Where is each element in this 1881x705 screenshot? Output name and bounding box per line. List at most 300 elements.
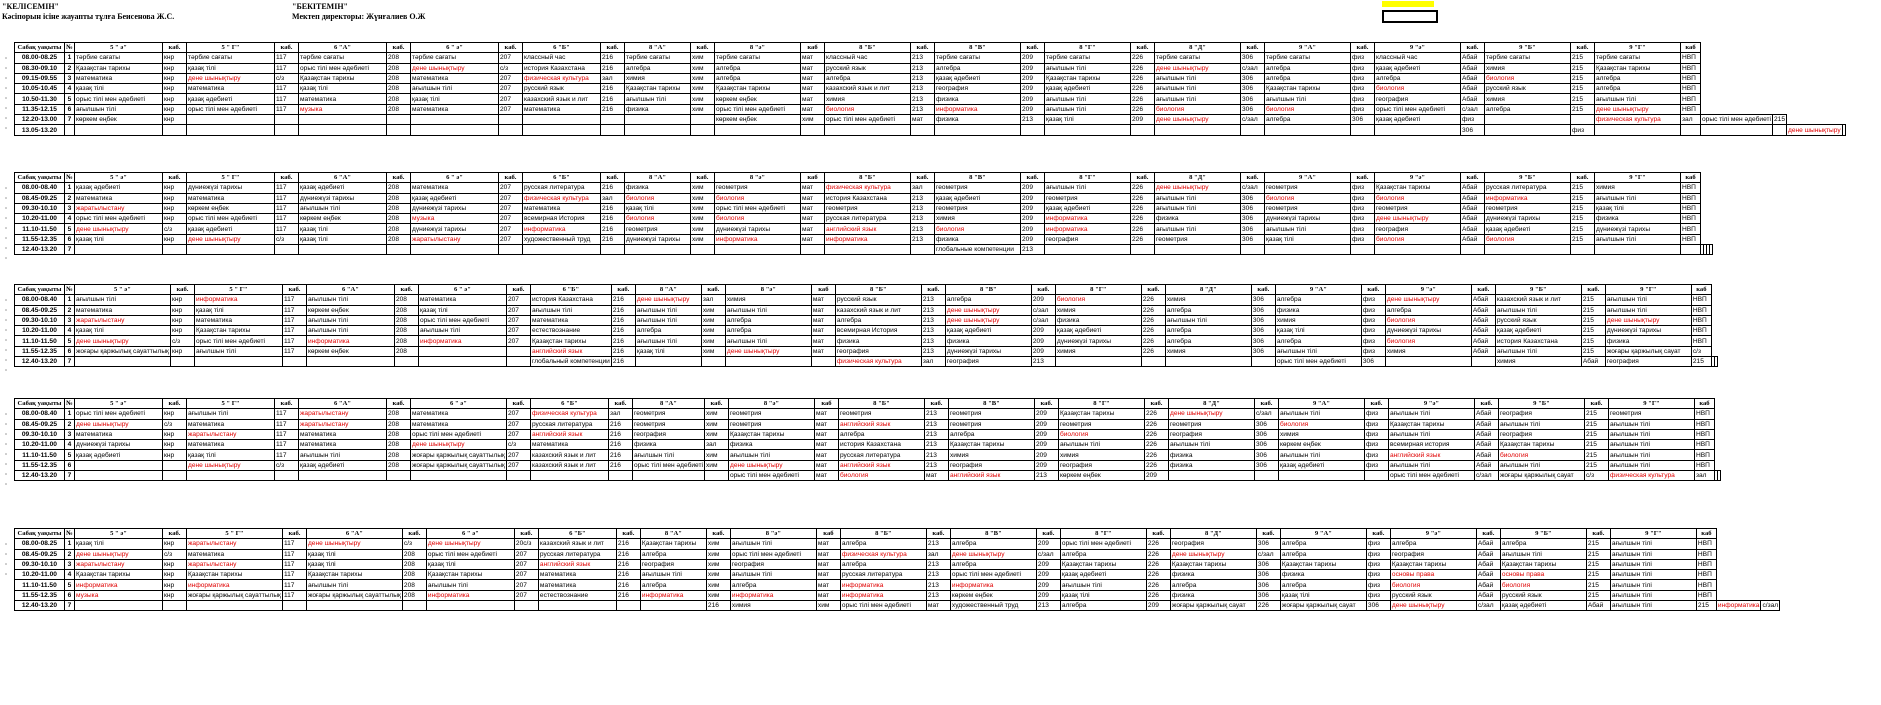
room-cell[interactable]: 226	[1131, 234, 1155, 244]
room-cell[interactable]: НВП	[1681, 224, 1701, 234]
subject-cell[interactable]: биология	[715, 193, 801, 203]
lesson-number-cell[interactable]: 5	[65, 224, 75, 234]
room-cell[interactable]: 215	[1581, 346, 1605, 356]
column-header[interactable]: каб.	[921, 285, 945, 295]
room-cell[interactable]: 306	[1241, 203, 1265, 213]
room-cell[interactable]: 306	[1251, 336, 1275, 346]
subject-cell[interactable]: информатика	[306, 336, 394, 346]
subject-cell[interactable]: ағылшын тілі	[635, 305, 701, 315]
subject-cell[interactable]: алгебра	[1060, 601, 1146, 611]
lesson-number-cell[interactable]: 6	[65, 460, 75, 470]
subject-cell[interactable]: геометрия	[1155, 234, 1241, 244]
lesson-number-cell[interactable]: 6	[65, 234, 75, 244]
subject-cell[interactable]: дүниежүзі тарихы	[1605, 326, 1691, 336]
room-cell[interactable]: 209	[1021, 63, 1045, 73]
room-cell[interactable]: 213	[1021, 115, 1045, 125]
room-cell[interactable]: 213	[1021, 245, 1045, 255]
room-cell[interactable]: 117	[275, 224, 299, 234]
room-cell[interactable]: 216	[601, 183, 625, 193]
room-cell[interactable]: с/з	[163, 419, 187, 429]
subject-cell[interactable]: казахский язык и лит	[530, 460, 608, 470]
subject-cell[interactable]: художественный труд	[523, 234, 601, 244]
room-cell[interactable]: физ	[1366, 559, 1390, 569]
subject-cell[interactable]: көркем еңбек	[1058, 471, 1144, 481]
subject-cell[interactable]: орыс тілі мен әдебиеті	[187, 214, 275, 224]
column-header[interactable]: 5 " Г"	[187, 529, 283, 539]
time-cell[interactable]: 09.15-09.55	[15, 73, 65, 83]
room-cell[interactable]: 117	[282, 559, 306, 569]
room-cell[interactable]: 207	[499, 73, 523, 83]
column-header[interactable]: каб.	[499, 43, 523, 53]
room-cell[interactable]: 216	[706, 601, 730, 611]
subject-cell[interactable]: химия	[1495, 357, 1581, 367]
room-cell[interactable]: 117	[275, 203, 299, 213]
subject-cell[interactable]: көркем еңбек	[715, 115, 801, 125]
room-cell[interactable]: 215	[1581, 315, 1605, 325]
room-cell[interactable]	[801, 245, 825, 255]
room-cell[interactable]: 213	[921, 326, 945, 336]
subject-cell[interactable]: информатика	[840, 590, 926, 600]
room-cell[interactable]: мат	[816, 539, 840, 549]
subject-cell[interactable]	[1595, 245, 1681, 255]
subject-cell[interactable]: ағылшын тілі	[194, 346, 282, 356]
column-header[interactable]: каб.	[506, 399, 530, 409]
room-cell[interactable]: мат	[801, 94, 825, 104]
column-header[interactable]: 9 "ә"	[1390, 529, 1476, 539]
room-cell[interactable]: 306	[1256, 570, 1280, 580]
room-cell[interactable]: Абай	[1586, 601, 1610, 611]
subject-cell[interactable]: қазақ тілі	[194, 305, 282, 315]
room-cell[interactable]: 215	[1584, 460, 1608, 470]
room-cell[interactable]: 226	[1131, 203, 1155, 213]
subject-cell[interactable]: жаратылыстану	[75, 203, 163, 213]
room-cell[interactable]: зал	[608, 409, 632, 419]
room-cell[interactable]: физ	[1366, 580, 1390, 590]
column-header[interactable]: 8 "Б"	[825, 173, 911, 183]
time-cell[interactable]: 12.20-13.00	[15, 115, 65, 125]
room-cell[interactable]: 117	[275, 53, 299, 63]
room-cell[interactable]: хим	[704, 429, 728, 439]
room-cell[interactable]: с/з	[1691, 346, 1711, 356]
room-cell[interactable]: НВП	[1681, 73, 1701, 83]
subject-cell[interactable]	[75, 357, 171, 367]
column-header[interactable]: каб	[814, 399, 838, 409]
lesson-number-cell[interactable]: 7	[65, 245, 75, 255]
subject-cell[interactable]: физическая культура	[523, 73, 601, 83]
subject-cell[interactable]: Қазақстан тарихы	[640, 539, 706, 549]
room-cell[interactable]: НВП	[1681, 193, 1701, 203]
room-cell[interactable]: зал	[921, 357, 945, 367]
room-cell[interactable]: физ	[1361, 346, 1385, 356]
column-header[interactable]: каб.	[1471, 285, 1495, 295]
subject-cell[interactable]: русский язык	[523, 84, 601, 94]
subject-cell[interactable]: ағылшын тілі	[1610, 559, 1696, 569]
subject-cell[interactable]: ағылшын тілі	[1045, 183, 1131, 193]
room-cell[interactable]: 215	[1571, 94, 1595, 104]
subject-cell[interactable]: дүниежүзі тарихы	[1485, 214, 1571, 224]
room-cell[interactable]: 215	[1571, 193, 1595, 203]
column-header[interactable]: 6 "Б"	[530, 399, 608, 409]
subject-cell[interactable]: физическая культура	[1608, 471, 1694, 481]
subject-cell[interactable]	[523, 125, 601, 135]
room-cell[interactable]: 213	[921, 336, 945, 346]
subject-cell[interactable]	[306, 357, 394, 367]
subject-cell[interactable]: ағылшын тілі	[1275, 346, 1361, 356]
subject-cell[interactable]: ағылшын тілі	[1608, 429, 1694, 439]
column-header[interactable]: каб.	[1586, 529, 1610, 539]
subject-cell[interactable]: Қазақстан тарихы	[948, 440, 1034, 450]
room-cell[interactable]	[1710, 245, 1713, 255]
subject-cell[interactable]: дене шынықтыру	[635, 295, 701, 305]
room-cell[interactable]: 306	[1254, 440, 1278, 450]
room-cell[interactable]: 226	[1146, 590, 1170, 600]
subject-cell[interactable]: қазақ тілі	[1045, 115, 1131, 125]
subject-cell[interactable]: тәрбие сағаты	[1045, 53, 1131, 63]
subject-cell[interactable]: русская литература	[523, 183, 601, 193]
subject-cell[interactable]	[426, 601, 514, 611]
subject-cell[interactable]: ағылшын тілі	[418, 326, 506, 336]
subject-cell[interactable]: жоғары қаржылық сауаттылық	[412, 451, 505, 459]
column-header[interactable]: каб.	[1584, 399, 1608, 409]
room-cell[interactable]: физ	[1361, 326, 1385, 336]
column-header[interactable]: 5 " Г"	[187, 173, 275, 183]
room-cell[interactable]: 213	[911, 214, 935, 224]
column-header[interactable]: 8 "Г"	[1045, 173, 1131, 183]
room-cell[interactable]: 306	[1256, 580, 1280, 590]
room-cell[interactable]: с/зал	[1256, 549, 1280, 559]
room-cell[interactable]: 215	[1586, 539, 1610, 549]
room-cell[interactable]: хим	[691, 203, 715, 213]
subject-cell[interactable]: физическая культура	[840, 549, 926, 559]
column-header[interactable]: каб.	[1131, 43, 1155, 53]
subject-cell[interactable]: дүниежүзі тарихы	[1055, 336, 1141, 346]
subject-cell[interactable]: математика	[411, 419, 507, 429]
column-header[interactable]: 9 "ә"	[1375, 173, 1461, 183]
room-cell[interactable]: Абай	[1461, 234, 1485, 244]
subject-cell[interactable]: тәрбие сағаты	[299, 53, 387, 63]
room-cell[interactable]: 216	[611, 295, 635, 305]
subject-cell[interactable]: казахский язык и лит	[835, 305, 921, 315]
subject-cell[interactable]: биология	[1385, 336, 1471, 346]
subject-cell[interactable]	[625, 125, 691, 135]
column-header[interactable]: №	[66, 400, 73, 408]
room-cell[interactable]	[499, 125, 523, 135]
room-cell[interactable]: 306	[1256, 590, 1280, 600]
subject-cell[interactable]: көркем еңбек	[715, 94, 801, 104]
room-cell[interactable]: 208	[387, 419, 411, 429]
subject-cell[interactable]	[418, 346, 506, 356]
column-header[interactable]: Сабақ уақыты	[15, 529, 65, 539]
subject-cell[interactable]: ағылшын тілі	[725, 336, 811, 346]
subject-cell[interactable]: қазақ әдебиеті	[1375, 115, 1461, 125]
subject-cell[interactable]: Қазақстан тарихы	[530, 336, 611, 346]
subject-cell[interactable]: жоғары қаржылық сауаттылық	[307, 591, 401, 599]
room-cell[interactable]: мат	[801, 224, 825, 234]
column-header[interactable]: 6 " ә"	[411, 173, 499, 183]
subject-cell[interactable]: алгебра	[1275, 295, 1361, 305]
column-header[interactable]: 9 "А"	[1278, 399, 1364, 409]
active-cell-cursor[interactable]	[1382, 10, 1438, 23]
room-cell[interactable]: 213	[921, 315, 945, 325]
room-cell[interactable]: 208	[394, 305, 418, 315]
room-cell[interactable]: 215	[1581, 326, 1605, 336]
subject-cell[interactable]	[530, 471, 608, 481]
subject-cell[interactable]: история Казахстана	[1495, 336, 1581, 346]
subject-cell[interactable]	[635, 357, 701, 367]
subject-cell[interactable]	[75, 245, 163, 255]
room-cell[interactable]: 209	[1034, 419, 1058, 429]
room-cell[interactable]: 215	[1774, 116, 1786, 124]
time-cell[interactable]: 11.55-12.35	[15, 590, 65, 600]
column-header[interactable]: №	[66, 286, 73, 294]
subject-cell[interactable]: информатика	[825, 234, 911, 244]
subject-cell[interactable]: ағылшын тілі	[730, 570, 816, 580]
room-cell[interactable]: с/зал	[1474, 471, 1498, 481]
subject-cell[interactable]: ағылшын тілі	[635, 315, 701, 325]
room-cell[interactable]: физ	[1351, 53, 1375, 63]
room-cell[interactable]: 117	[282, 336, 306, 346]
room-cell[interactable]: 208	[387, 409, 411, 419]
subject-cell[interactable]: информатика	[715, 234, 801, 244]
time-cell[interactable]: 11.55-12.35	[15, 346, 65, 356]
room-cell[interactable]: 207	[506, 336, 530, 346]
room-cell[interactable]: Абай	[1461, 73, 1485, 83]
subject-cell[interactable]	[187, 245, 275, 255]
subject-cell[interactable]: информатика	[1485, 193, 1571, 203]
subject-cell[interactable]: информатика	[75, 580, 163, 590]
room-cell[interactable]	[704, 471, 728, 481]
time-cell[interactable]: 11.10-11.50	[15, 580, 65, 590]
lesson-number-cell[interactable]: 4	[65, 326, 75, 336]
room-cell[interactable]: Абай	[1461, 224, 1485, 234]
subject-cell[interactable]: математика	[299, 440, 387, 450]
room-cell[interactable]: кнр	[163, 580, 187, 590]
room-cell[interactable]: Абай	[1476, 590, 1500, 600]
room-cell[interactable]	[1141, 357, 1165, 367]
room-cell[interactable]: 117	[275, 214, 299, 224]
subject-cell[interactable]: химия	[948, 450, 1034, 460]
subject-cell[interactable]: история Казахстана	[825, 193, 911, 203]
subject-cell[interactable]	[1265, 125, 1351, 135]
room-cell[interactable]: 226	[1146, 580, 1170, 590]
room-cell[interactable]: физ	[1364, 419, 1388, 429]
room-cell[interactable]: 117	[282, 295, 306, 305]
subject-cell[interactable]: қазақ тілі	[1265, 234, 1351, 244]
subject-cell[interactable]: геометрия	[715, 183, 801, 193]
column-header[interactable]: 8 "ә"	[725, 285, 811, 295]
time-cell[interactable]: 08.30-09.10	[15, 63, 65, 73]
room-cell[interactable]: кнр	[170, 326, 194, 336]
room-cell[interactable]: 208	[387, 183, 411, 193]
room-cell[interactable]: 209	[1036, 559, 1060, 569]
subject-cell[interactable]: биология	[825, 104, 911, 114]
subject-cell[interactable]: ағылшын тілі	[75, 104, 163, 114]
room-cell[interactable]: 207	[506, 429, 530, 439]
room-cell[interactable]: с/зал	[1036, 549, 1060, 559]
subject-cell[interactable]: английский язык	[825, 224, 911, 234]
room-cell[interactable]: 213	[924, 419, 948, 429]
room-cell[interactable]: 306	[1241, 104, 1265, 114]
subject-cell[interactable]: физика	[835, 336, 921, 346]
room-cell[interactable]: 226	[1144, 460, 1168, 470]
time-cell[interactable]: 12.40-13.20	[15, 471, 65, 481]
subject-cell[interactable]	[411, 471, 507, 481]
column-header[interactable]: 8 "А"	[625, 43, 691, 53]
room-cell[interactable]: НВП	[1696, 559, 1716, 569]
room-cell[interactable]: 207	[499, 224, 523, 234]
room-cell[interactable]: 216	[616, 590, 640, 600]
subject-cell[interactable]: жаратылыстану	[75, 315, 171, 325]
subject-cell[interactable]: тәрбие сағаты	[1595, 53, 1681, 63]
subject-cell[interactable]: математика	[187, 440, 275, 450]
room-cell[interactable]: 209	[1031, 326, 1055, 336]
room-cell[interactable]: НВП	[1694, 409, 1714, 419]
room-cell[interactable]: мат	[816, 559, 840, 569]
column-header[interactable]: каб.	[1241, 43, 1265, 53]
column-header[interactable]: 6 " ә"	[426, 529, 514, 539]
subject-cell[interactable]: русская литература	[825, 214, 911, 224]
room-cell[interactable]	[601, 115, 625, 125]
lesson-number-cell[interactable]: 7	[65, 115, 75, 125]
subject-cell[interactable]: ағылшын тілі	[1595, 234, 1681, 244]
subject-cell[interactable]: геометрия	[1375, 203, 1461, 213]
room-cell[interactable]: зал	[926, 549, 950, 559]
subject-cell[interactable]: орыс тілі мен әдебиеті	[715, 203, 801, 213]
subject-cell[interactable]	[1595, 125, 1681, 135]
time-cell[interactable]: 08.45-09.25	[15, 549, 65, 559]
subject-cell[interactable]: биология	[1278, 419, 1364, 429]
column-header[interactable]: 8 "Д"	[1155, 173, 1241, 183]
subject-cell[interactable]: Қазақстан тарихы	[625, 84, 691, 94]
room-cell[interactable]: 208	[387, 73, 411, 83]
room-cell[interactable]: 208	[387, 440, 411, 450]
subject-cell[interactable]	[1165, 357, 1251, 367]
room-cell[interactable]	[506, 346, 530, 356]
subject-cell[interactable]: физика	[945, 336, 1031, 346]
room-cell[interactable]: кнр	[163, 104, 187, 114]
subject-cell[interactable]: дене шынықтыру	[187, 73, 275, 83]
subject-cell[interactable]: ағылшын тілі	[1605, 305, 1691, 315]
column-header[interactable]: каб.	[1571, 173, 1595, 183]
subject-cell[interactable]: химия	[1385, 346, 1471, 356]
subject-cell[interactable]: математика	[523, 104, 601, 114]
room-cell[interactable]: 306	[1241, 84, 1265, 94]
room-cell[interactable]: 117	[275, 84, 299, 94]
subject-cell[interactable]: история Казахстана	[523, 63, 601, 73]
subject-cell[interactable]: информатика	[730, 590, 816, 600]
room-cell[interactable]	[601, 245, 625, 255]
subject-cell[interactable]: дене шынықтыру	[1170, 549, 1256, 559]
room-cell[interactable]: Абай	[1474, 409, 1498, 419]
room-cell[interactable]: 215	[1571, 234, 1595, 244]
subject-cell[interactable]: дене шынықтыру	[1788, 126, 1841, 134]
time-cell[interactable]: 08.45-09.25	[15, 419, 65, 429]
subject-cell[interactable]: алгебра	[825, 73, 911, 83]
room-cell[interactable]: 117	[282, 590, 306, 600]
room-cell[interactable]: 209	[1021, 214, 1045, 224]
room-cell[interactable]: с/зал	[1461, 104, 1485, 114]
column-header[interactable]: каб	[801, 43, 825, 53]
room-cell[interactable]: 208	[402, 570, 426, 580]
subject-cell[interactable]: қазақ әдебиеті	[187, 94, 275, 104]
room-cell[interactable]: 208	[387, 234, 411, 244]
subject-cell[interactable]: физика	[1275, 305, 1361, 315]
column-header[interactable]: 5 " ә"	[75, 399, 163, 409]
room-cell[interactable]: НВП	[1681, 104, 1701, 114]
subject-cell[interactable]: алгебра	[715, 63, 801, 73]
room-cell[interactable]: 209	[1021, 104, 1045, 114]
room-cell[interactable]	[1021, 125, 1045, 135]
room-cell[interactable]: 208	[402, 549, 426, 559]
room-cell[interactable]: хим	[691, 183, 715, 193]
subject-cell[interactable]: музыка	[411, 214, 499, 224]
subject-cell[interactable]: Қазақстан тарихы	[715, 84, 801, 94]
room-cell[interactable]: НВП	[1696, 570, 1716, 580]
subject-cell[interactable]: математика	[187, 193, 275, 203]
subject-cell[interactable]: дене шынықтыру	[950, 549, 1036, 559]
subject-cell[interactable]: қазақ тілі	[426, 559, 514, 569]
room-cell[interactable]: физ	[1366, 570, 1390, 580]
subject-cell[interactable]: русская литература	[538, 549, 616, 559]
room-cell[interactable]: Абай	[1474, 429, 1498, 439]
subject-cell[interactable]: дүниежүзі тарихы	[1385, 326, 1471, 336]
subject-cell[interactable]: биология	[1265, 193, 1351, 203]
room-cell[interactable]: 208	[402, 559, 426, 569]
room-cell[interactable]: Абай	[1471, 346, 1495, 356]
column-header[interactable]: каб	[816, 529, 840, 539]
column-header[interactable]: 8 "А"	[640, 529, 706, 539]
subject-cell[interactable]: көркем еңбек	[306, 346, 394, 356]
room-cell[interactable]: 226	[1144, 450, 1168, 460]
room-cell[interactable]: 207	[499, 234, 523, 244]
room-cell[interactable]: 215	[1586, 580, 1610, 590]
room-cell[interactable]: кнр	[163, 183, 187, 193]
room-cell[interactable]: хим	[701, 315, 725, 325]
subject-cell[interactable]: геометрия	[625, 224, 691, 234]
room-cell[interactable]: 117	[275, 429, 299, 439]
time-cell[interactable]: 09.30-10.10	[15, 315, 65, 325]
room-cell[interactable]: 306	[1254, 460, 1278, 470]
room-cell[interactable]: 209	[1021, 183, 1045, 193]
room-cell[interactable]: 216	[616, 549, 640, 559]
room-cell[interactable]: 306	[1241, 73, 1265, 83]
column-header[interactable]: 6 "А"	[306, 285, 394, 295]
subject-cell[interactable]	[411, 115, 499, 125]
room-cell[interactable]: 306	[1256, 539, 1280, 549]
room-cell[interactable]: 207	[514, 590, 538, 600]
room-cell[interactable]: мат	[801, 84, 825, 94]
room-cell[interactable]: кнр	[163, 115, 187, 125]
subject-cell[interactable]: ағылшын тілі	[1608, 419, 1694, 429]
room-cell[interactable]: мат	[801, 193, 825, 203]
room-cell[interactable]	[163, 125, 187, 135]
room-cell[interactable]	[811, 357, 835, 367]
room-cell[interactable]: хим	[706, 559, 730, 569]
subject-cell[interactable]: химия	[1485, 94, 1571, 104]
room-cell[interactable]	[1842, 125, 1845, 135]
column-header[interactable]: каб.	[691, 173, 715, 183]
subject-cell[interactable]: көркем еңбек	[75, 115, 163, 125]
lesson-number-cell[interactable]: 5	[65, 336, 75, 346]
subject-cell[interactable]: физика	[625, 183, 691, 193]
subject-cell[interactable]: геометрия	[632, 419, 704, 429]
subject-cell[interactable]: дүниежүзі тарихы	[411, 224, 499, 234]
subject-cell[interactable]	[1385, 357, 1471, 367]
room-cell[interactable]: 215	[1584, 429, 1608, 439]
room-cell[interactable]: 226	[1141, 326, 1165, 336]
column-header[interactable]: 9 "Б"	[1485, 43, 1571, 53]
room-cell[interactable]	[1351, 245, 1375, 255]
